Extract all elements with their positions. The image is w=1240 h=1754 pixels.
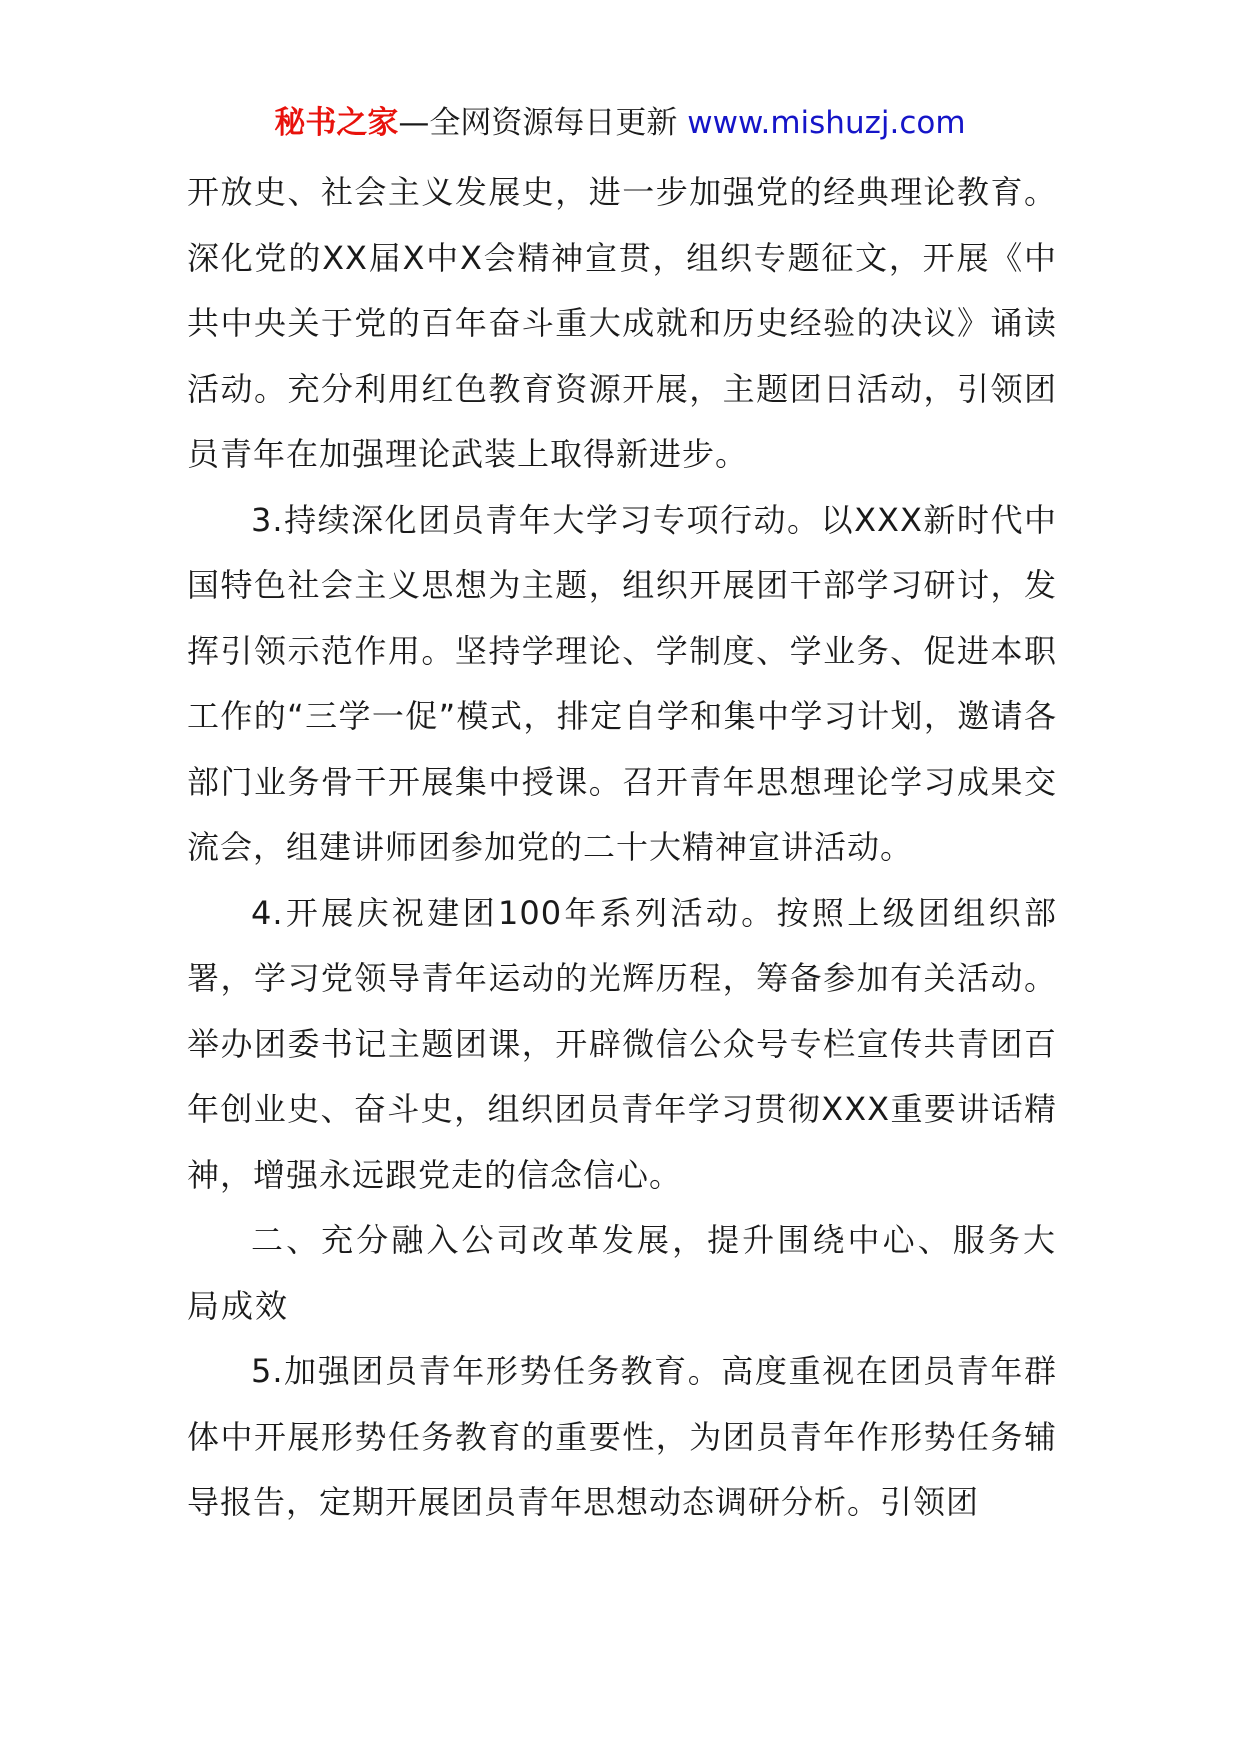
section-heading-2: 二、充分融入公司改革发展，提升围绕中心、服务大局成效 — [187, 1221, 1057, 1325]
header-site-link[interactable]: www.mishuzj.com — [677, 105, 966, 141]
paragraph-continuation: 开放史、社会主义发展史，进一步加强党的经典理论教育。深化党的XX届X中X会精神宣贯，组织专题征文，开展《中共中央关于党的百年奋斗重大成就和历史经验的决议》诵读活动。充分利用红色教育资源开展，主题团日活动，引领团员青年在加强理论武装上取得新进步。 — [187, 173, 1057, 473]
header-brand: 秘书之家 — [274, 105, 399, 141]
paragraph-item-4: 4.开展庆祝建团100年系列活动。按照上级团组织部署，学习党领导青年运动的光辉历程，筹备参加有关活动。举办团委书记主题团课，开辟微信公众号专栏宣传共青团百年创业史、奋斗史，组织团员青年学习贯彻XXX重要讲话精神，增强永远跟党走的信念信心。 — [187, 893, 1057, 1194]
header-tagline: —全网资源每日更新 — [398, 105, 678, 141]
page-header — [0, 100, 1240, 146]
paragraph-item-5: 5.加强团员青年形势任务教育。高度重视在团员青年群体中开展形势任务教育的重要性，为团员青年作形势任务辅导报告，定期开展团员青年思想动态调研分析。引领团 — [187, 1352, 1057, 1521]
document-body — [187, 160, 1057, 1536]
paragraph-item-3: 3.持续深化团员青年大学习专项行动。以XXX新时代中国特色社会主义思想为主题，组织开展团干部学习研讨，发挥引领示范作用。坚持学理论、学制度、学业务、促进本职工作的“三学一促”模式，排定自学和集中学习计划，邀请各部门业务骨干开展集中授课。召开青年思想理论学习成果交流会，组建讲师团参加党的二十大精神宣讲活动。 — [187, 500, 1057, 866]
